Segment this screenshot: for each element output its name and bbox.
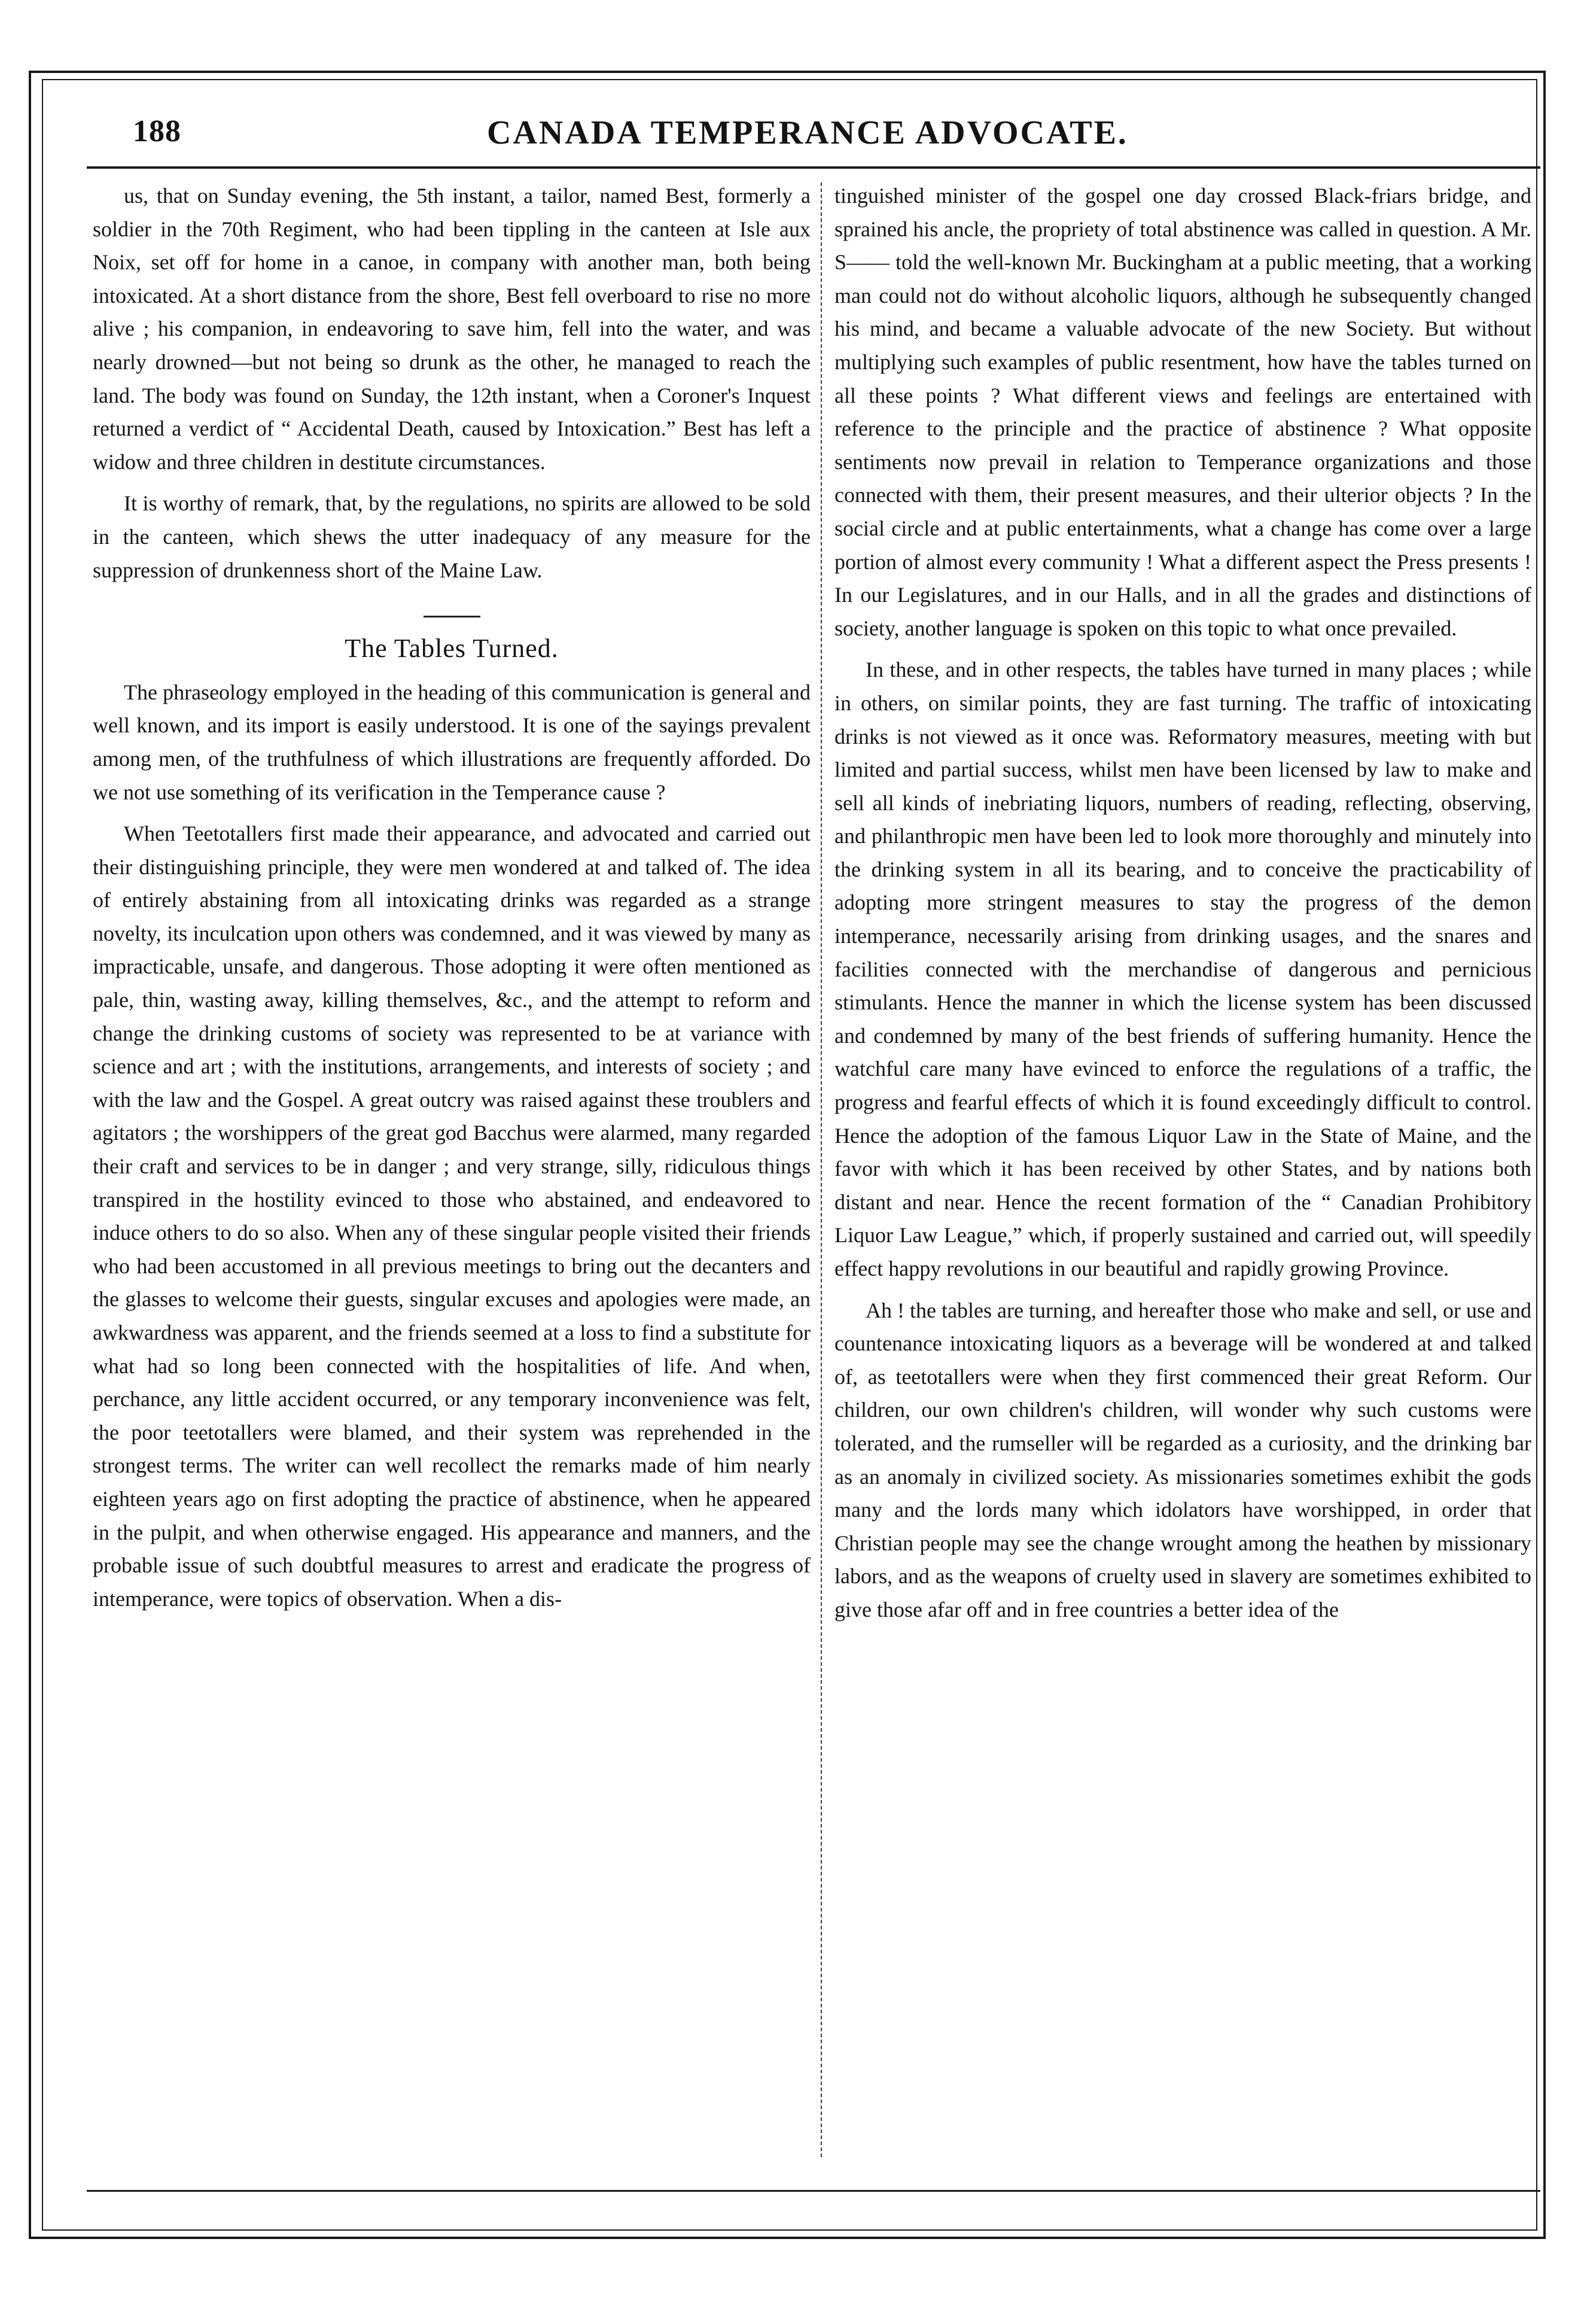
paragraph: us, that on Sunday evening, the 5th instant, a tailor, named Best, formerly a soldier in the 70th Regiment, who had been tippling in the canteen at Isle aux Noix, set off for home in a canoe, in company with another man, both being intoxicated. At a short distance from the shore, Best fell overboard to rise no more alive ; his companion, in endeavoring to save him, fell into the water, and was nearly drowned—but not being so drunk as the other, he managed to reach the land. The body was found on Sunday, the 12th instant, when a Coroner's Inquest returned a verdict of “ Accidental Death, caused by Intoxication.” Best has left a widow and three children in destitute circumstances.	[93, 184, 811, 474]
paragraph: It is worthy of remark, that, by the regulations, no spirits are allowed to be sold in the canteen, which shews the utter inadequacy of any measure for the suppression of drunkenness short of the Maine Law.	[93, 491, 811, 582]
paragraph: When Teetotallers first made their appearance, and advocated and carried out their distinguishing principle, they were men wondered at and talked of. The idea of entirely abstaining from all intoxicating drinks was regarded as a strange novelty, its inculcation upon others was condemned, and it was viewed by many as impracticable, unsafe, and dangerous. Those adopting it were often mentioned as pale, thin, wasting away, killing themselves, &c., and the attempt to reform and change the drinking customs of society was represented to be at variance with science and art ; with the institutions, arrangements, and interests of society ; and with the law and the Gospel. A great outcry was raised against these troublers and agitators ; the worshippers of the great god Bacchus were alarmed, many regarded their craft and services to be in danger ; and very strange, silly, ridiculous things transpired in the hostility evinced to those who abstained, and endeavored to induce others to do so also. When any of these singular people visited their friends who had been accustomed in all previous meetings to bring out the decanters and the glasses to welcome their guests, singular excuses and apologies were made, an awkwardness was apparent, and the friends seemed at a loss to find a substitute for what had so long been connected with the hospitalities of life. And when, perchance, any little accident occurred, or any temporary inconvenience was felt, the poor teetotallers were blamed, and their system was reprehended in the strongest terms. The writer can well recollect the remarks made of him nearly eighteen years ago on first adopting the practice of abstinence, when he appeared in the pulpit, and when otherwise engaged. His appearance and manners, and the probable issue of such doubtful measures to arrest and eradicate the progress of intemperance, were topics of observation. When a dis-	[93, 822, 811, 1611]
running-head: CANADA TEMPERANCE ADVOCATE.	[487, 114, 1128, 151]
paragraph: Ah ! the tables are turning, and hereafter those who make and sell, or use and countenance intoxicating liquors as a beverage will be wondered at and talked of, as teetotallers were when they first commenced their great Reform. Our children, our own children's children, will wonder why such customs were tolerated, and the rumseller will be regarded as a curiosity, and the drinking bar as an anomaly in civilized society. As missionaries sometimes exhibit the gods many and the lords many which idolators have worshipped, in order that Christian people may see the change wrought among the heathen by missionary labors, and as the weapons of cruelty used in slavery are sometimes exhibited to give those afar off and in free countries a better idea of the	[834, 1298, 1531, 1622]
right-column	[834, 180, 1531, 2178]
section-divider	[424, 616, 480, 617]
paragraph: tinguished minister of the gospel one day crossed Black-friars bridge, and sprained his ancle, the propriety of total abstinence was called in question. A Mr. S—— told the well-known Mr. Buckingham at a public meeting, that a working man could not do without alcoholic liquors, although he subsequently changed his mind, and became a valuable advocate of the new Society. But without multiplying such examples of public resentment, how have the tables turned on all these points ? What different views and feelings are entertained with reference to the principle and the practice of abstinence ? What opposite sentiments now prevail in relation to Temperance organizations and those connected with them, their present measures, and their ulterior objects ? In the social circle and at public entertainments, what a change has come over a large portion of almost every community ! What a different aspect the Press presents ! In our Legislatures, and in our Halls, and in all the grades and distinctions of society, another language is spoken on this topic to what once prevailed.	[834, 184, 1531, 640]
paragraph: In these, and in other respects, the tables have turned in many places ; while in others, on similar points, they are fast turning. The traffic of intoxicating drinks is not viewed as it once was. Reformatory measures, meeting with but limited and partial success, whilst men have been licensed by law to make and sell all kinds of inebriating liquors, numbers of reading, reflecting, observing, and philanthropic men have been led to look more thoroughly and minutely into the drinking system in all its bearing, and to conceive the practicability of adopting more stringent measures to stay the progress of the demon intemperance, necessarily arising from drinking usages, and the snares and facilities connected with the merchandise of dangerous and pernicious stimulants. Hence the manner in which the license system has been discussed and condemned by many of the best friends of suffering humanity. Hence the watchful care many have evinced to enforce the regulations of a traffic, the progress and fearful effects of which it is found exceedingly difficult to control. Hence the adoption of the famous Liquor Law in the State of Maine, and the favor with which it has been received by other States, and by nations both distant and near. Hence the recent formation of the “ Canadian Prohibitory Liquor Law League,” which, if properly sustained and carried out, will speedily effect happy revolutions in our beautiful and rapidly growing Province.	[834, 658, 1531, 1280]
footer-rule	[87, 2190, 1540, 2192]
column-divider	[821, 182, 822, 2157]
header-rule	[87, 166, 1540, 169]
paragraph: The phraseology employed in the heading of this communication is general and well known, and its import is easily understood. It is one of the sayings prevalent among men, of the truthfulness of which illustrations are frequently afforded. Do we not use something of its verification in the Temperance cause ?	[93, 680, 811, 804]
page-number: 188	[133, 114, 181, 148]
section-title: The Tables Turned.	[345, 634, 559, 664]
page-header	[90, 114, 1525, 162]
left-column	[93, 180, 811, 2178]
